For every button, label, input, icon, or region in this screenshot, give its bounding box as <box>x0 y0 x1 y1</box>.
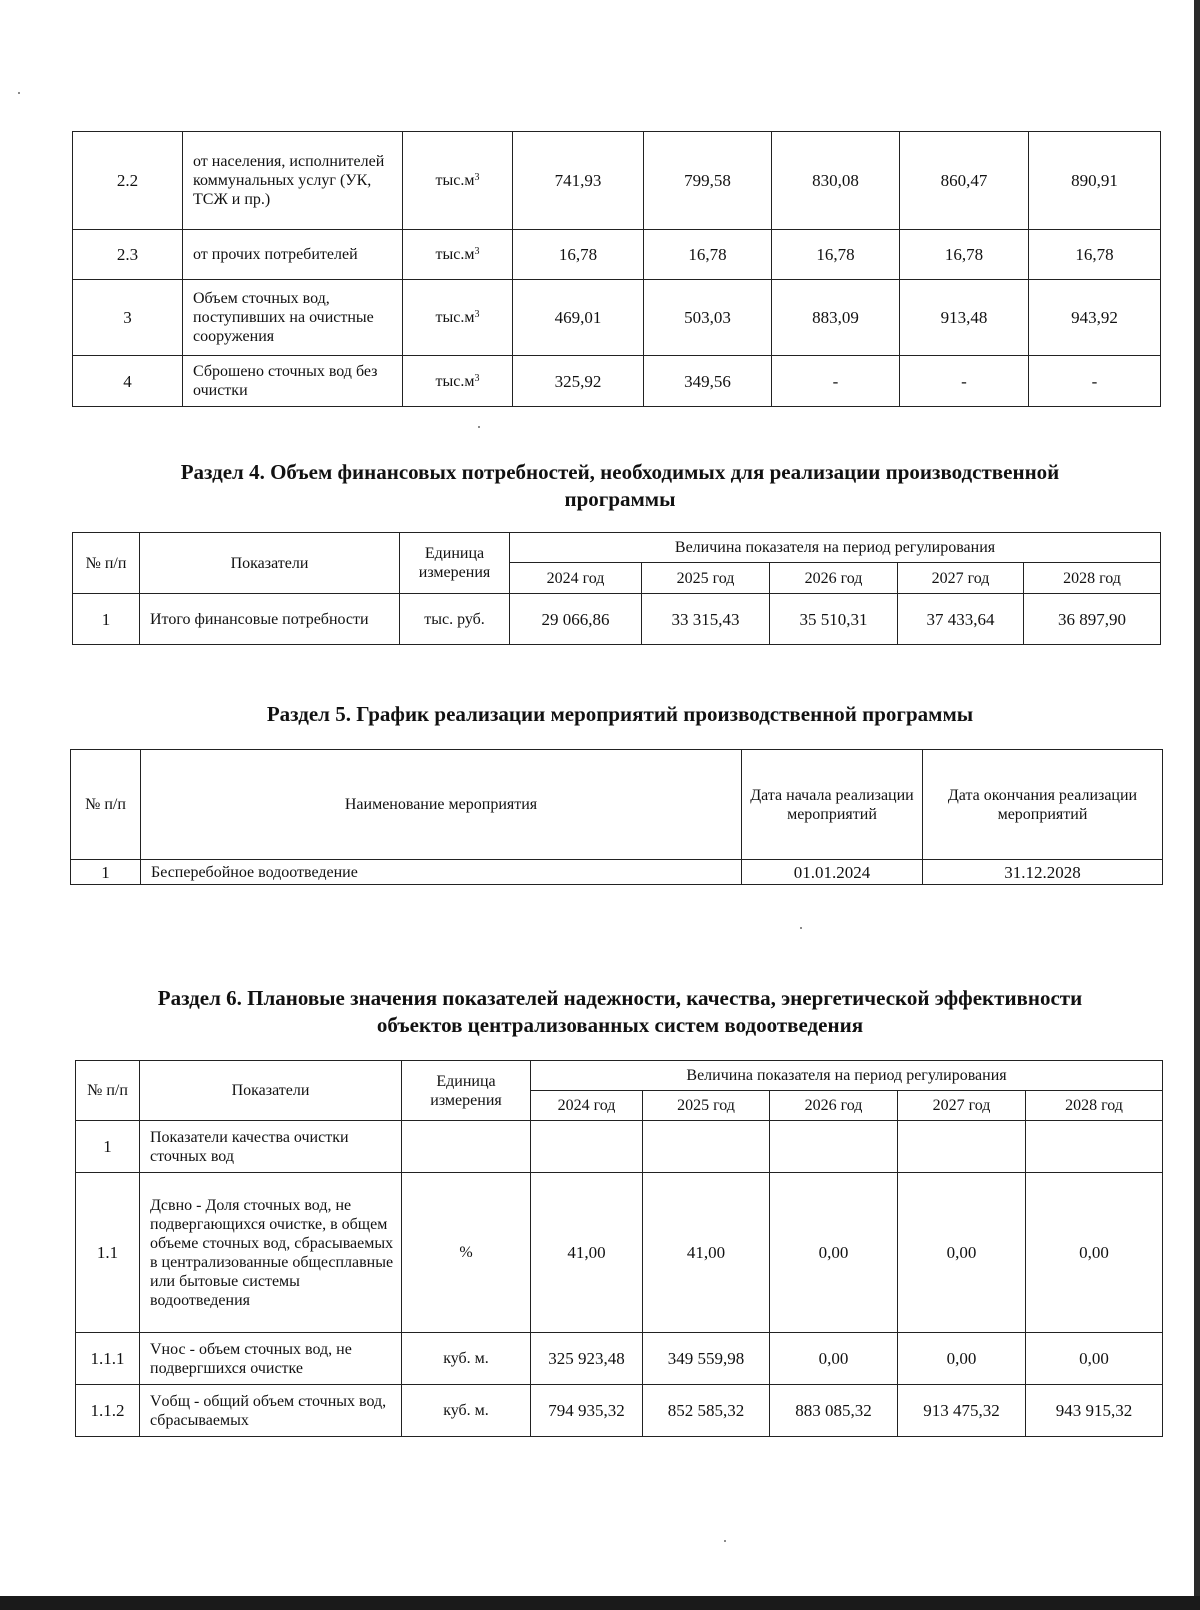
value-2027: 0,00 <box>898 1173 1026 1333</box>
value-2024: 41,00 <box>531 1173 643 1333</box>
scan-speck <box>478 426 480 428</box>
scan-right-edge <box>1194 0 1200 1610</box>
header-year: 2025 год <box>642 563 770 594</box>
row-label: от населения, исполнителей коммунальных услуг (УК, ТСЖ и пр.) <box>183 132 403 230</box>
header-year: 2025 год <box>643 1091 770 1121</box>
value-2028: 943 915,32 <box>1026 1385 1163 1437</box>
row-label: Vобщ - общий объем сточных вод, сбрасываемых <box>140 1385 402 1437</box>
row-label: от прочих потребителей <box>183 230 403 280</box>
header-year: 2028 год <box>1024 563 1161 594</box>
row-unit: тыс. руб. <box>400 594 510 645</box>
header-indicator: Показатели <box>140 1061 402 1121</box>
value-2025: 16,78 <box>644 230 772 280</box>
scan-speck <box>18 92 20 94</box>
value-2028: 943,92 <box>1029 280 1161 356</box>
scan-bottom-edge <box>0 1596 1200 1610</box>
table-row <box>76 1333 1163 1385</box>
table-wastewater-volumes <box>72 131 1161 407</box>
row-number: 2.3 <box>73 230 183 280</box>
header-year: 2028 год <box>1026 1091 1163 1121</box>
table-reliability-indicators <box>75 1060 1163 1437</box>
header-unit: Единица измерения <box>400 533 510 594</box>
table-row <box>76 1121 1163 1173</box>
row-label: Показатели качества очистки сточных вод <box>140 1121 402 1173</box>
section5-title: Раздел 5. График реализации мероприятий производственной программы <box>266 702 974 726</box>
row-unit: $тыс.м^3$ <box>403 132 513 230</box>
value-2027 <box>898 1121 1026 1173</box>
table-schedule <box>70 749 1163 885</box>
header-period: Величина показателя на период регулирования <box>510 533 1161 563</box>
row-number: 1.1.1 <box>76 1333 140 1385</box>
row-label: Сброшено сточных вод без очистки <box>183 356 403 407</box>
value-2027: 16,78 <box>900 230 1029 280</box>
value-2026 <box>770 1121 898 1173</box>
value-2027: 0,00 <box>898 1333 1026 1385</box>
value-2025: 349 559,98 <box>643 1333 770 1385</box>
value-2024: 16,78 <box>513 230 644 280</box>
value-2025: 852 585,32 <box>643 1385 770 1437</box>
row-number: 1.1.2 <box>76 1385 140 1437</box>
value-2025: 33 315,43 <box>642 594 770 645</box>
header-indicator: Показатели <box>140 533 400 594</box>
header-name: Наименование мероприятия <box>141 750 742 860</box>
header-num: № п/п <box>71 750 141 860</box>
header-unit: Единица измерения <box>402 1061 531 1121</box>
value-2028: 0,00 <box>1026 1173 1163 1333</box>
header-year: 2026 год <box>770 563 898 594</box>
table-row <box>73 594 1161 645</box>
row-number: 1.1 <box>76 1173 140 1333</box>
value-2026: 0,00 <box>770 1173 898 1333</box>
row-number: 2.2 <box>73 132 183 230</box>
value-2025: 41,00 <box>643 1173 770 1333</box>
header-num: № п/п <box>73 533 140 594</box>
table-financial-needs <box>72 532 1161 645</box>
row-number: 1 <box>73 594 140 645</box>
row-label: Дсвно - Доля сточных вод, не подвергающихся очистке, в общем объеме сточных вод, сбрасываемых в централизованные общесплавные или бытовые системы водоотведения <box>140 1173 402 1333</box>
row-unit: куб. м. <box>402 1333 531 1385</box>
value-2026: 16,78 <box>772 230 900 280</box>
header-year: 2027 год <box>898 563 1024 594</box>
value-2027: 37 433,64 <box>898 594 1024 645</box>
scan-speck <box>800 927 802 929</box>
value-2028: 36 897,90 <box>1024 594 1161 645</box>
row-unit: куб. м. <box>402 1385 531 1437</box>
row-label: Объем сточных вод, поступивших на очистные сооружения <box>183 280 403 356</box>
value-2028: 890,91 <box>1029 132 1161 230</box>
row-name: Бесперебойное водоотведение <box>141 860 742 885</box>
row-end-date: 31.12.2028 <box>923 860 1163 885</box>
header-start: Дата начала реализации мероприятий <box>742 750 923 860</box>
value-2028: 0,00 <box>1026 1333 1163 1385</box>
value-2024: 29 066,86 <box>510 594 642 645</box>
header-year: 2026 год <box>770 1091 898 1121</box>
table-row <box>73 230 1161 280</box>
value-2025: 349,56 <box>644 356 772 407</box>
value-2024: 741,93 <box>513 132 644 230</box>
value-2028: - <box>1029 356 1161 407</box>
header-year: 2024 год <box>531 1091 643 1121</box>
row-number: 1 <box>71 860 141 885</box>
value-2025: 503,03 <box>644 280 772 356</box>
value-2024: 325,92 <box>513 356 644 407</box>
table-row <box>73 280 1161 356</box>
row-number: 4 <box>73 356 183 407</box>
section4-title: Раздел 4. Объем финансовых потребностей, необходимых для реализации производственной программы <box>180 460 1060 511</box>
value-2027: 860,47 <box>900 132 1029 230</box>
row-label: Vнос - объем сточных вод, не подвергшихся очистке <box>140 1333 402 1385</box>
value-2024 <box>531 1121 643 1173</box>
value-2027: 913 475,32 <box>898 1385 1026 1437</box>
header-year: 2024 год <box>510 563 642 594</box>
value-2026: - <box>772 356 900 407</box>
value-2025 <box>643 1121 770 1173</box>
value-2028: 16,78 <box>1029 230 1161 280</box>
table-header-row <box>71 750 1163 860</box>
row-unit: $тыс.м^3$ <box>403 280 513 356</box>
table-header-row <box>76 1061 1163 1091</box>
value-2024: 469,01 <box>513 280 644 356</box>
row-unit: $тыс.м^3$ <box>403 356 513 407</box>
value-2028 <box>1026 1121 1163 1173</box>
value-2026: 883,09 <box>772 280 900 356</box>
value-2024: 325 923,48 <box>531 1333 643 1385</box>
value-2026: 883 085,32 <box>770 1385 898 1437</box>
header-end: Дата окончания реализации мероприятий <box>923 750 1163 860</box>
row-label: Итого финансовые потребности <box>140 594 400 645</box>
table-header-row <box>73 533 1161 563</box>
row-unit: % <box>402 1173 531 1333</box>
header-year: 2027 год <box>898 1091 1026 1121</box>
value-2026: 0,00 <box>770 1333 898 1385</box>
header-num: № п/п <box>76 1061 140 1121</box>
value-2026: 830,08 <box>772 132 900 230</box>
scan-speck <box>724 1540 726 1542</box>
table-row <box>76 1173 1163 1333</box>
table-row <box>71 860 1163 885</box>
table-row <box>73 132 1161 230</box>
value-2025: 799,58 <box>644 132 772 230</box>
row-unit <box>402 1121 531 1173</box>
section6-title: Раздел 6. Плановые значения показателей надежности, качества, энергетической эффективности объектов централизованных систем водоотведения <box>157 986 1083 1037</box>
row-number: 3 <box>73 280 183 356</box>
value-2027: 913,48 <box>900 280 1029 356</box>
value-2024: 794 935,32 <box>531 1385 643 1437</box>
row-start-date: 01.01.2024 <box>742 860 923 885</box>
row-number: 1 <box>76 1121 140 1173</box>
value-2026: 35 510,31 <box>770 594 898 645</box>
table-row <box>76 1385 1163 1437</box>
header-period: Величина показателя на период регулирования <box>531 1061 1163 1091</box>
table-row <box>73 356 1161 407</box>
value-2027: - <box>900 356 1029 407</box>
row-unit: $тыс.м^3$ <box>403 230 513 280</box>
